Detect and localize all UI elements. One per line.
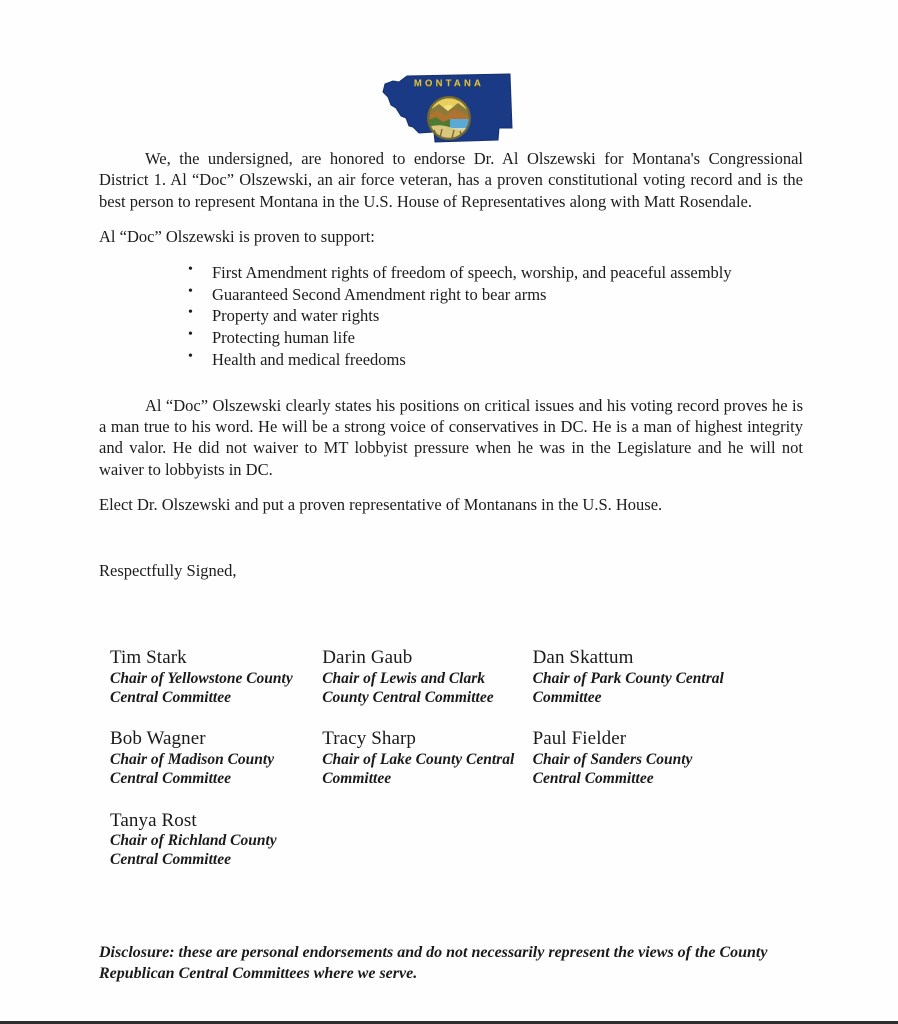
state-seal-icon [427, 96, 471, 140]
signatory-empty [322, 810, 532, 870]
paragraph-character: Al “Doc” Olszewski clearly states his positions on critical issues and his voting record proves he is a man true to his word. He will be a strong voice of conservatives in DC. He is a man of highest integrity and valor. He did not waiver to MT lobbyist pressure when he was in the Legislature and he will not waiver to lobbyists in DC. [99, 395, 803, 479]
spacer [99, 530, 803, 560]
signatory [110, 647, 322, 707]
signatory-empty [533, 810, 743, 870]
signatory-title: Chair of Lewis and Clark County Central Committee [322, 669, 494, 706]
signatory-title: Chair of Yellowstone County Central Committee [110, 669, 293, 706]
signatory-name: Paul Fielder [532, 728, 627, 750]
signature-row [110, 647, 743, 707]
signatory [322, 728, 532, 788]
signatory-title: Chair of Lake County Central Committee [322, 750, 515, 787]
document-header [0, 0, 898, 148]
signatory-title: Chair of Park County Central Committee [532, 669, 724, 706]
signatory-title: Chair of Sanders County Central Committee [532, 750, 693, 787]
signatory-name: Bob Wagner [110, 728, 206, 750]
disclosure-note: Disclosure: these are personal endorsements and do not necessarily represent the views of the County Republican Central Committees where we serve. [99, 943, 768, 982]
flag-state-name: MONTANA [413, 78, 485, 89]
signatory [110, 810, 322, 870]
signatory [533, 647, 743, 707]
paragraph-call-to-action: Elect Dr. Olszewski and put a proven representative of Montanans in the U.S. House. [99, 495, 663, 515]
paragraph-support-intro: Al “Doc” Olszewski is proven to support: [99, 227, 375, 247]
signatory [110, 728, 322, 788]
list-item: • Protecting human life [99, 327, 803, 349]
spacer [99, 891, 803, 943]
signature-row [110, 728, 743, 788]
paragraph-endorsement: We, the undersigned, are honored to endorse Dr. Al Olszewski for Montana's Congressional District 1. Al “Doc” Olszewski, an air force veteran, has a proven constitutional voting record and is the best person to represent Montana in the U.S. House of Representatives along with Matt Rosendale. [99, 149, 803, 211]
list-item: • Guaranteed Second Amendment right to bear arms [99, 284, 803, 306]
montana-state-flag-icon [379, 70, 519, 148]
closing-salutation: Respectfully Signed, [99, 560, 237, 580]
signatory [533, 728, 743, 788]
signatory [322, 647, 532, 707]
spacer [99, 595, 803, 647]
support-list [99, 262, 803, 371]
signatory-title: Chair of Richland County Central Committee [110, 832, 277, 868]
signatory-name: Tanya Rost [110, 809, 197, 831]
signatory-title: Chair of Madison County Central Committee [110, 750, 275, 787]
document-body [0, 148, 898, 984]
signatory-name: Tracy Sharp [322, 728, 417, 750]
list-item: • First Amendment rights of freedom of speech, worship, and peaceful assembly [99, 262, 803, 284]
signature-block [99, 647, 803, 870]
list-item: • Property and water rights [99, 305, 803, 327]
signatory-name: Dan Skattum [532, 647, 634, 669]
signatory-name: Tim Stark [110, 647, 187, 669]
signatory-name: Darin Gaub [322, 647, 413, 669]
signature-row [110, 810, 743, 870]
spacer [99, 385, 803, 395]
list-item: • Health and medical freedoms [99, 349, 803, 371]
